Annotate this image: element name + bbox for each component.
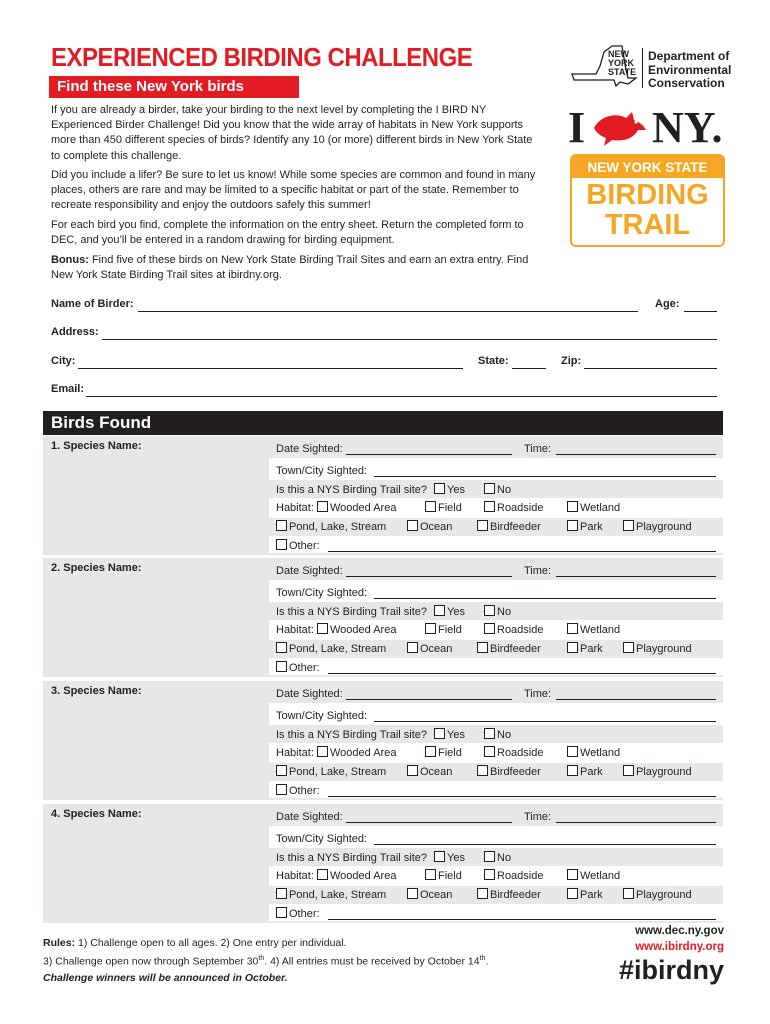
age-label: Age: bbox=[655, 298, 680, 310]
rules-text bbox=[43, 936, 488, 970]
habitat-ocean[interactable] bbox=[407, 888, 452, 901]
habitat-playground[interactable] bbox=[623, 765, 692, 778]
town-sighted-label: Town/City Sighted: bbox=[276, 833, 368, 845]
nys-word-1: NEW bbox=[608, 49, 629, 59]
checkbox[interactable] bbox=[425, 623, 436, 634]
yes-option[interactable] bbox=[434, 851, 465, 864]
intro-paragraph-2: Did you include a lifer? Be sure to let us know! While some species are common and found in many places, others are rare and may be limited to a specific habitat or part of the state. Remember to recreate responsibility and enjoy the outdoors safely this summer! bbox=[51, 169, 536, 212]
yes-option[interactable] bbox=[434, 728, 465, 741]
option-label: Wooded Area bbox=[330, 870, 397, 882]
time-label: Time: bbox=[524, 565, 552, 577]
name-input[interactable] bbox=[138, 311, 638, 312]
page-title: EXPERIENCED BIRDING CHALLENGE bbox=[51, 42, 473, 72]
trail-site-question: Is this a NYS Birding Trail site? bbox=[276, 606, 428, 618]
option-label: Ocean bbox=[420, 766, 453, 778]
option-label: Wetland bbox=[580, 502, 621, 514]
age-input[interactable] bbox=[684, 311, 717, 312]
option-label: Roadside bbox=[497, 870, 544, 882]
yes-label: Yes bbox=[447, 852, 465, 864]
yes-checkbox[interactable] bbox=[434, 728, 445, 739]
bonus-text: Find five of these birds on New York State Birding Trail Sites and earn an extra entry. Find New York State Birding Trail sites at ibirdny.org. bbox=[51, 254, 529, 282]
checkbox[interactable] bbox=[623, 765, 634, 776]
i-bird-ny-logo bbox=[568, 104, 728, 152]
checkbox[interactable] bbox=[623, 520, 634, 531]
option-label: Field bbox=[438, 747, 462, 759]
dec-line-1: Department of bbox=[648, 49, 730, 63]
no-checkbox[interactable] bbox=[484, 728, 495, 739]
option-label: Pond, Lake, Stream bbox=[289, 521, 387, 533]
habitat-wetland[interactable] bbox=[567, 623, 620, 636]
option-label: Birdfeeder bbox=[490, 643, 541, 655]
birds-found-heading: Birds Found bbox=[43, 411, 723, 435]
checkbox[interactable] bbox=[567, 888, 578, 899]
rules-line-2a: 3) Challenge open now through September 30 bbox=[43, 955, 259, 968]
no-checkbox[interactable] bbox=[484, 605, 495, 616]
rules-label: Rules: bbox=[43, 937, 76, 949]
trail-top-text: NEW YORK STATE bbox=[572, 156, 723, 178]
address-input[interactable] bbox=[102, 339, 717, 340]
date-sighted-input[interactable] bbox=[346, 576, 512, 577]
habitat-wooded[interactable] bbox=[317, 501, 396, 514]
i-letter: I bbox=[568, 103, 586, 152]
no-option[interactable] bbox=[484, 728, 511, 741]
email-input[interactable] bbox=[86, 396, 717, 397]
other-habitat-input[interactable] bbox=[328, 551, 716, 552]
town-sighted-input[interactable] bbox=[374, 721, 716, 722]
species-entry-block bbox=[43, 558, 723, 677]
checkbox[interactable] bbox=[425, 501, 436, 512]
yes-checkbox[interactable] bbox=[434, 605, 445, 616]
city-label: City: bbox=[51, 355, 76, 367]
ibirdny-website-link[interactable]: www.ibirdny.org bbox=[635, 941, 724, 953]
habitat-birdfeeder[interactable] bbox=[477, 642, 541, 655]
option-label: Playground bbox=[636, 889, 692, 901]
checkbox[interactable] bbox=[317, 623, 328, 634]
habitat-wooded[interactable] bbox=[317, 623, 396, 636]
habitat-roadside[interactable] bbox=[484, 746, 543, 759]
rules-line-2b: . 4) All entries must be received by October 14 bbox=[264, 955, 480, 968]
option-label: Ocean bbox=[420, 643, 453, 655]
nys-word-2: YORK bbox=[608, 58, 635, 68]
option-label: Wooded Area bbox=[330, 747, 397, 759]
checkbox[interactable] bbox=[276, 539, 287, 550]
species-name-label: 2. Species Name: bbox=[51, 562, 142, 574]
checkbox[interactable] bbox=[477, 765, 488, 776]
time-input[interactable] bbox=[556, 576, 716, 577]
time-input[interactable] bbox=[556, 454, 716, 455]
option-label: Park bbox=[580, 643, 603, 655]
yes-option[interactable] bbox=[434, 605, 465, 618]
trail-trail-text: TRAIL bbox=[604, 209, 691, 241]
date-sighted-label: Date Sighted: bbox=[276, 443, 343, 455]
zip-input[interactable] bbox=[584, 368, 717, 369]
habitat-park[interactable] bbox=[567, 888, 603, 901]
option-label: Pond, Lake, Stream bbox=[289, 889, 387, 901]
state-label: State: bbox=[478, 355, 509, 367]
yes-label: Yes bbox=[447, 606, 465, 618]
option-label: Wooded Area bbox=[330, 624, 397, 636]
checkbox[interactable] bbox=[276, 784, 287, 795]
checkbox[interactable] bbox=[484, 623, 495, 634]
no-checkbox[interactable] bbox=[484, 483, 495, 494]
habitat-other[interactable] bbox=[276, 539, 320, 552]
habitat-label: Habitat: bbox=[276, 624, 314, 636]
habitat-other[interactable] bbox=[276, 784, 320, 797]
trail-site-question: Is this a NYS Birding Trail site? bbox=[276, 729, 428, 741]
habitat-pond[interactable] bbox=[276, 888, 386, 901]
yes-label: Yes bbox=[447, 729, 465, 741]
red-bird-icon bbox=[590, 108, 652, 148]
habitat-wetland[interactable] bbox=[567, 746, 620, 759]
checkbox[interactable] bbox=[276, 907, 287, 918]
page-subtitle: Find these New York birds bbox=[49, 76, 299, 98]
habitat-wooded[interactable] bbox=[317, 746, 396, 759]
option-label: Birdfeeder bbox=[490, 521, 541, 533]
option-label: Playground bbox=[636, 643, 692, 655]
dec-website-link[interactable]: www.dec.ny.gov bbox=[635, 925, 724, 937]
intro-paragraph-1: If you are already a birder, take your birding to the next level by completing the I BIRD NY Experienced Birder Challenge! Did you know that the wide array of habitats in New York supports more than 450 different species of birds? Identify any 10 (or more) different birds in New York State to complete this challenge. bbox=[51, 104, 533, 162]
habitat-pond[interactable] bbox=[276, 642, 386, 655]
habitat-label: Habitat: bbox=[276, 502, 314, 514]
date-sighted-input[interactable] bbox=[346, 699, 512, 700]
habitat-roadside[interactable] bbox=[484, 501, 543, 514]
option-label: Pond, Lake, Stream bbox=[289, 766, 387, 778]
option-label: Birdfeeder bbox=[490, 889, 541, 901]
yes-label: Yes bbox=[447, 484, 465, 496]
species-entry-block bbox=[43, 681, 723, 800]
town-sighted-input[interactable] bbox=[374, 844, 716, 845]
option-label: Birdfeeder bbox=[490, 766, 541, 778]
species-name-label: 3. Species Name: bbox=[51, 685, 142, 697]
state-input[interactable] bbox=[512, 368, 546, 369]
checkbox[interactable] bbox=[276, 520, 287, 531]
option-label: Other: bbox=[289, 908, 320, 920]
trail-site-question: Is this a NYS Birding Trail site? bbox=[276, 852, 428, 864]
trail-site-question: Is this a NYS Birding Trail site? bbox=[276, 484, 428, 496]
other-habitat-input[interactable] bbox=[328, 919, 716, 920]
habitat-playground[interactable] bbox=[623, 520, 692, 533]
species-entry-block bbox=[43, 804, 723, 923]
checkbox[interactable] bbox=[567, 520, 578, 531]
habitat-pond[interactable] bbox=[276, 520, 386, 533]
checkbox[interactable] bbox=[276, 765, 287, 776]
option-label: Park bbox=[580, 889, 603, 901]
winners-note: Challenge winners will be announced in October. bbox=[43, 972, 288, 984]
option-label: Wooded Area bbox=[330, 502, 397, 514]
dec-line-3: Conservation bbox=[648, 76, 725, 90]
checkbox[interactable] bbox=[425, 746, 436, 757]
email-label: Email: bbox=[51, 383, 85, 395]
dec-logo bbox=[566, 44, 732, 92]
checkbox[interactable] bbox=[407, 642, 418, 653]
option-label: Roadside bbox=[497, 502, 544, 514]
bonus-label: Bonus: bbox=[51, 254, 89, 266]
rules-sup-2: th bbox=[479, 955, 486, 962]
yes-checkbox[interactable] bbox=[434, 851, 445, 862]
checkbox[interactable] bbox=[477, 642, 488, 653]
checkbox[interactable] bbox=[276, 888, 287, 899]
option-label: Other: bbox=[289, 662, 320, 674]
town-sighted-input[interactable] bbox=[374, 598, 716, 599]
species-entry-block bbox=[43, 436, 723, 555]
nys-word-3: STATE bbox=[608, 67, 637, 77]
date-sighted-label: Date Sighted: bbox=[276, 565, 343, 577]
habitat-field[interactable] bbox=[425, 869, 462, 882]
checkbox[interactable] bbox=[567, 623, 578, 634]
checkbox[interactable] bbox=[407, 520, 418, 531]
checkbox[interactable] bbox=[567, 869, 578, 880]
date-sighted-label: Date Sighted: bbox=[276, 688, 343, 700]
yes-checkbox[interactable] bbox=[434, 483, 445, 494]
habitat-ocean[interactable] bbox=[407, 642, 452, 655]
date-sighted-label: Date Sighted: bbox=[276, 811, 343, 823]
habitat-field[interactable] bbox=[425, 746, 462, 759]
option-label: Other: bbox=[289, 785, 320, 797]
option-label: Wetland bbox=[580, 624, 621, 636]
option-label: Ocean bbox=[420, 889, 453, 901]
habitat-field[interactable] bbox=[425, 501, 462, 514]
ny-letters: NY. bbox=[652, 103, 723, 152]
species-name-label: 4. Species Name: bbox=[51, 808, 142, 820]
habitat-label: Habitat: bbox=[276, 747, 314, 759]
rules-line-2c: . bbox=[485, 955, 489, 968]
habitat-wetland[interactable] bbox=[567, 869, 620, 882]
city-input[interactable] bbox=[78, 368, 463, 369]
birding-trail-logo bbox=[570, 154, 725, 247]
name-label: Name of Birder: bbox=[51, 298, 134, 310]
option-label: Park bbox=[580, 521, 603, 533]
trail-birding-text: BIRDING bbox=[586, 179, 709, 211]
other-habitat-input[interactable] bbox=[328, 796, 716, 797]
habitat-ocean[interactable] bbox=[407, 520, 452, 533]
species-name-label: 1. Species Name: bbox=[51, 440, 142, 452]
checkbox[interactable] bbox=[477, 520, 488, 531]
habitat-birdfeeder[interactable] bbox=[477, 520, 541, 533]
town-sighted-label: Town/City Sighted: bbox=[276, 587, 368, 599]
checkbox[interactable] bbox=[477, 888, 488, 899]
option-label: Park bbox=[580, 766, 603, 778]
checkbox[interactable] bbox=[425, 869, 436, 880]
town-sighted-label: Town/City Sighted: bbox=[276, 710, 368, 722]
date-sighted-input[interactable] bbox=[346, 822, 512, 823]
town-sighted-input[interactable] bbox=[374, 476, 716, 477]
no-label: No bbox=[497, 484, 512, 496]
checkbox[interactable] bbox=[317, 869, 328, 880]
habitat-park[interactable] bbox=[567, 765, 603, 778]
checkbox[interactable] bbox=[407, 888, 418, 899]
option-label: Wetland bbox=[580, 747, 621, 759]
no-label: No bbox=[497, 729, 512, 741]
option-label: Pond, Lake, Stream bbox=[289, 643, 387, 655]
checkbox[interactable] bbox=[567, 501, 578, 512]
option-label: Ocean bbox=[420, 521, 453, 533]
habitat-ocean[interactable] bbox=[407, 765, 452, 778]
date-sighted-input[interactable] bbox=[346, 454, 512, 455]
no-option[interactable] bbox=[484, 605, 511, 618]
no-option[interactable] bbox=[484, 483, 511, 496]
intro-bonus bbox=[51, 253, 541, 283]
rules-line-1: 1) Challenge open to all ages. 2) One entry per individual. bbox=[75, 937, 347, 949]
time-label: Time: bbox=[524, 443, 552, 455]
no-label: No bbox=[497, 852, 512, 864]
no-option[interactable] bbox=[484, 851, 511, 864]
habitat-wooded[interactable] bbox=[317, 869, 396, 882]
habitat-roadside[interactable] bbox=[484, 869, 543, 882]
habitat-birdfeeder[interactable] bbox=[477, 765, 541, 778]
hashtag: #ibirdny bbox=[618, 955, 724, 985]
habitat-park[interactable] bbox=[567, 642, 603, 655]
time-input[interactable] bbox=[556, 699, 716, 700]
time-label: Time: bbox=[524, 688, 552, 700]
checkbox[interactable] bbox=[567, 746, 578, 757]
option-label: Wetland bbox=[580, 870, 621, 882]
option-label: Field bbox=[438, 502, 462, 514]
checkbox[interactable] bbox=[407, 765, 418, 776]
intro-paragraph-3: For each bird you find, complete the information on the entry sheet. Return the completed form to DEC, and you’ll be entered in a random drawing for birding equipment. bbox=[51, 219, 524, 247]
habitat-label: Habitat: bbox=[276, 870, 314, 882]
habitat-field[interactable] bbox=[425, 623, 462, 636]
checkbox[interactable] bbox=[623, 642, 634, 653]
option-label: Other: bbox=[289, 540, 320, 552]
checkbox[interactable] bbox=[276, 661, 287, 672]
option-label: Field bbox=[438, 870, 462, 882]
habitat-park[interactable] bbox=[567, 520, 603, 533]
habitat-other[interactable] bbox=[276, 661, 320, 674]
checkbox[interactable] bbox=[484, 746, 495, 757]
habitat-other[interactable] bbox=[276, 907, 320, 920]
zip-label: Zip: bbox=[561, 355, 582, 367]
habitat-pond[interactable] bbox=[276, 765, 386, 778]
address-label: Address: bbox=[51, 326, 99, 338]
yes-option[interactable] bbox=[434, 483, 465, 496]
option-label: Playground bbox=[636, 766, 692, 778]
time-input[interactable] bbox=[556, 822, 716, 823]
checkbox[interactable] bbox=[317, 501, 328, 512]
checkbox[interactable] bbox=[567, 642, 578, 653]
time-label: Time: bbox=[524, 811, 552, 823]
habitat-birdfeeder[interactable] bbox=[477, 888, 541, 901]
option-label: Playground bbox=[636, 521, 692, 533]
no-label: No bbox=[497, 606, 512, 618]
habitat-playground[interactable] bbox=[623, 888, 692, 901]
other-habitat-input[interactable] bbox=[328, 673, 716, 674]
rules-sup-1: th bbox=[258, 955, 265, 962]
town-sighted-label: Town/City Sighted: bbox=[276, 465, 368, 477]
option-label: Roadside bbox=[497, 624, 544, 636]
checkbox[interactable] bbox=[484, 869, 495, 880]
habitat-playground[interactable] bbox=[623, 642, 692, 655]
habitat-wetland[interactable] bbox=[567, 501, 620, 514]
option-label: Roadside bbox=[497, 747, 544, 759]
option-label: Field bbox=[438, 624, 462, 636]
checkbox[interactable] bbox=[567, 765, 578, 776]
no-checkbox[interactable] bbox=[484, 851, 495, 862]
checkbox[interactable] bbox=[484, 501, 495, 512]
habitat-roadside[interactable] bbox=[484, 623, 543, 636]
checkbox[interactable] bbox=[276, 642, 287, 653]
checkbox[interactable] bbox=[317, 746, 328, 757]
checkbox[interactable] bbox=[623, 888, 634, 899]
dec-line-2: Environmental bbox=[648, 62, 732, 77]
